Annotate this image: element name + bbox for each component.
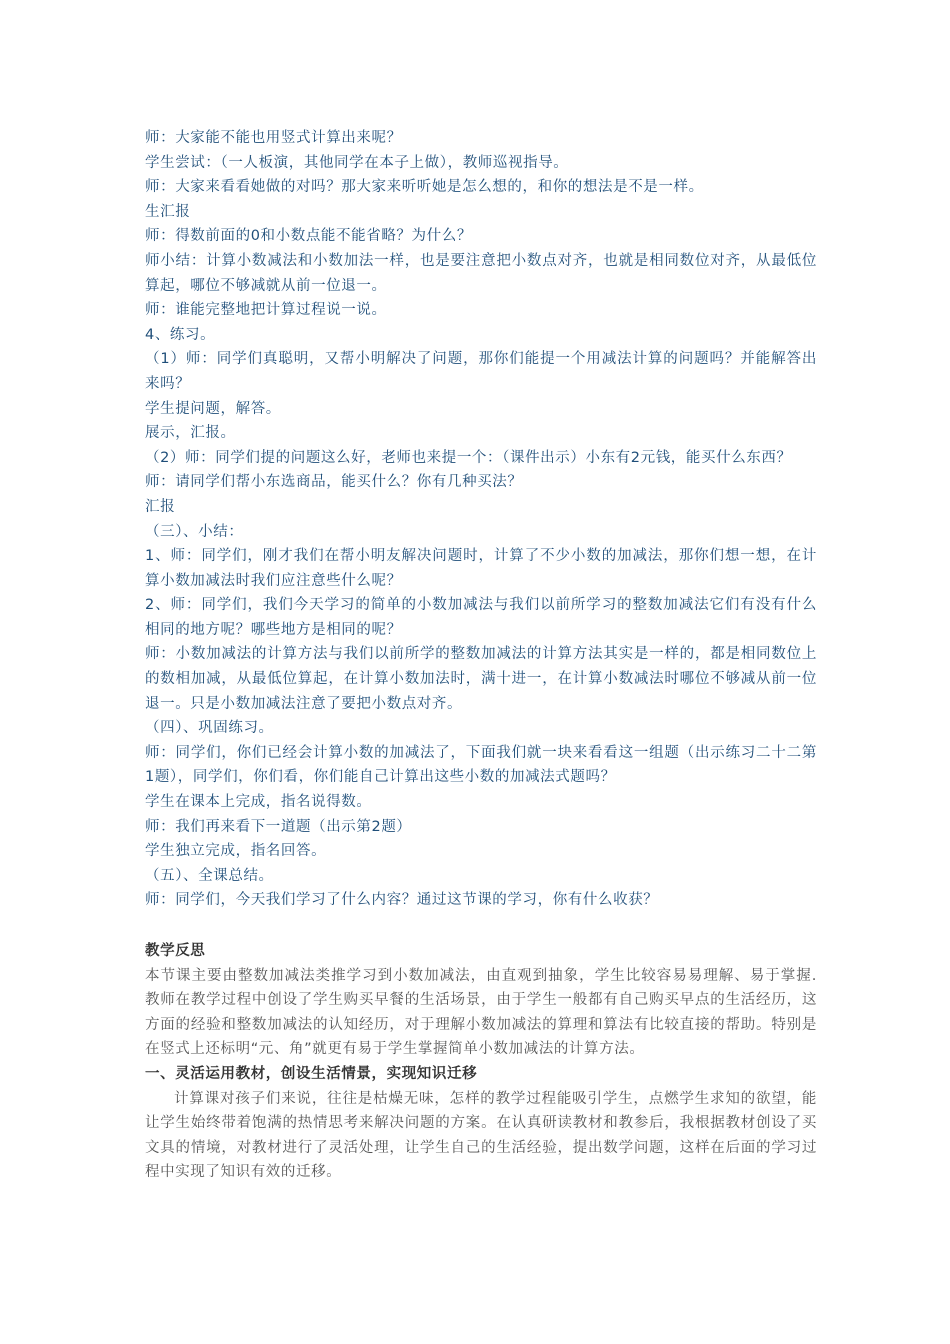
section-heading: （四）、巩固练习。 xyxy=(145,720,274,737)
section-heading: （五）、全课总结。 xyxy=(145,867,274,884)
text-line: 师小结：计算小数减法和小数加法一样，也是要注意把小数点对齐，也就是相同数位对齐，从最低位算起，哪位不够减就从前一位退一。 xyxy=(145,252,817,294)
document-page xyxy=(145,126,817,1185)
text-line: 展示，汇报。 xyxy=(145,425,236,442)
reflection-intro: 本节课主要由整数加减法类推学习到小数加减法，由直观到抽象，学生比较容易易理解、易于掌握. 教师在教学过程中创设了学生购买早餐的生活场景，由于学生一般都有自己购买早点的生活经历，这方面的经验和整数加减法的认知经历，对于理解小数加减法的算理和算法有比较直接的帮助。特别是在竖式上还标明“元、角”就更有易于学生掌握简单小数加减法的计算方法。 xyxy=(145,967,817,1058)
text-line: 师：请同学们帮小东选商品，能买什么？你有几种买法？ xyxy=(145,474,523,491)
text-line: 学生提问题，解答。 xyxy=(145,400,281,417)
text-line: 师：谁能完整地把计算过程说一说。 xyxy=(145,302,387,319)
text-line: 师：大家能不能也用竖式计算出来呢？ xyxy=(145,130,402,146)
reflection-title: 教学反思 xyxy=(145,943,206,959)
reflection-heading-1: 一、灵活运用教材，创设生活情景，实现知识迁移 xyxy=(145,1065,478,1082)
text-line: 生汇报 xyxy=(145,203,191,220)
text-line: 1、师：同学们，刚才我们在帮小明友解决问题时，计算了不少小数的加减法，那你们想一想，在计算小数加减法时我们应注意些什么呢？ xyxy=(145,548,817,589)
text-line: 学生在课本上完成，指名说得数。 xyxy=(145,794,372,811)
reflection-paragraph-1: 计算课对孩子们来说，往往是枯燥无味，怎样的教学过程能吸引学生，点燃学生求知的欲望，能让学生始终带着饱满的热情思考来解决问题的方案。在认真研读教材和教参后，我根据教材创设了买文具的情境，对教材进行了灵活处理，让学生自己的生活经验，提出数学问题，这样在后面的学习过程中实现了知识有效的迁移。 xyxy=(145,1090,817,1181)
text-line: 师：小数加减法的计算方法与我们以前所学的整数加减法的计算方法其实是一样的，都是相同数位上的数相加减，从最低位算起，在计算小数加法时，满十进一，在计算小数减法时哪位不够减从前一位退一。只是小数加减法注意了要把小数点对齐。 xyxy=(145,646,817,712)
text-line: 师：同学们，今天我们学习了什么内容？通过这节课的学习，你有什么收获？ xyxy=(145,892,659,909)
text-line: 师：大家来看看她做的对吗？那大家来听听她是怎么想的，和你的想法是不是一样。 xyxy=(145,179,704,196)
text-line: 汇报 xyxy=(145,498,176,515)
text-line: 学生尝试：（一人板演，其他同学在本子上做），教师巡视指导。 xyxy=(145,154,569,171)
text-line: 师：同学们，你们已经会计算小数的加减法了，下面我们就一块来看看这一组题（出示练习二十二第1题），同学们，你们看，你们能自己计算出这些小数的加减法式题吗？ xyxy=(145,744,817,786)
text-line: （2）师：同学们提的问题这么好，老师也来提一个：（课件出示）小东有2元钱，能买什么东西？ xyxy=(145,449,792,466)
text-line: 2、师：同学们，我们今天学习的简单的小数加减法与我们以前所学习的整数加减法它们有没有什么相同的地方呢？哪些地方是相同的呢？ xyxy=(145,597,817,638)
lesson-transcript xyxy=(145,126,817,913)
spacer xyxy=(145,913,817,939)
section-heading: （三）、小结： xyxy=(145,523,244,540)
reflection-section xyxy=(145,939,817,1185)
text-line: （1）师：同学们真聪明，又帮小明解决了问题，那你们能提一个用减法计算的问题吗？并能解答出来吗？ xyxy=(145,351,817,392)
text-line: 学生独立完成，指名回答。 xyxy=(145,843,327,860)
text-line: 师：我们再来看下一道题（出示第2题） xyxy=(145,818,412,835)
text-line: 师：得数前面的0和小数点能不能省略？为什么？ xyxy=(145,228,472,245)
text-line: 4、练习。 xyxy=(145,326,216,343)
